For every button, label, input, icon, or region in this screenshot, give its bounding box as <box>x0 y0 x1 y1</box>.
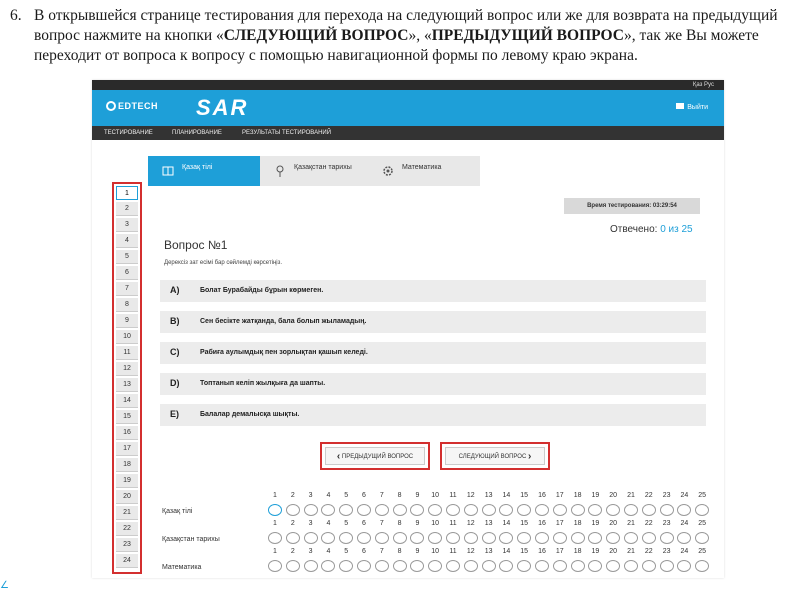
grid-number: 17 <box>555 520 564 527</box>
answer-status-circle[interactable] <box>357 504 371 516</box>
answer-status-circle[interactable] <box>321 504 335 516</box>
answer-status-circle[interactable] <box>375 532 389 544</box>
question-nav-item[interactable]: 8 <box>116 298 138 312</box>
answer-status-circle[interactable] <box>695 560 709 572</box>
answer-status-circle[interactable] <box>375 560 389 572</box>
question-nav-item[interactable]: 18 <box>116 458 138 472</box>
answer-status-circle[interactable] <box>606 532 620 544</box>
answer-status-circle[interactable] <box>464 560 478 572</box>
answer-status-circle[interactable] <box>677 504 691 516</box>
answer-option-d[interactable] <box>160 373 706 395</box>
answer-status-circle[interactable] <box>588 504 602 516</box>
option-letter: B) <box>170 316 180 326</box>
question-text: Дерексіз зат есімі бар сөйлемді көрсетіңіз. <box>164 260 283 266</box>
grid-number: 17 <box>555 548 564 555</box>
grid-number: 13 <box>484 492 493 499</box>
question-nav-item[interactable]: 7 <box>116 282 138 296</box>
grid-number: 9 <box>415 548 420 555</box>
answer-status-circle[interactable] <box>571 504 585 516</box>
answer-status-circle[interactable] <box>339 504 353 516</box>
option-text: Рабиға аулымдық пен зорлықтан қашып келеді. <box>200 349 368 356</box>
answer-status-circle[interactable] <box>624 504 638 516</box>
answer-status-circle[interactable] <box>499 532 513 544</box>
grid-number: 8 <box>397 492 402 499</box>
grid-number: 4 <box>326 548 331 555</box>
grid-number: 22 <box>644 520 653 527</box>
grid-number: 21 <box>627 548 635 555</box>
instruction-line-1: В открывшейся странице тестирования для перехода на следующий вопрос или же для возврата на предыдущий <box>34 7 778 24</box>
answer-status-circle[interactable] <box>464 532 478 544</box>
grid-number: 21 <box>627 492 635 499</box>
answer-option-c[interactable] <box>160 342 706 364</box>
answer-status-circle[interactable] <box>393 532 407 544</box>
grid-number: 17 <box>555 492 564 499</box>
answer-status-circle[interactable] <box>517 504 531 516</box>
prev-question-label: ПРЕДЫДУЩИЙ ВОПРОС <box>341 454 414 460</box>
answer-status-circle[interactable] <box>660 532 674 544</box>
grid-number: 18 <box>573 492 582 499</box>
grid-number: 14 <box>502 520 511 527</box>
question-nav-item[interactable]: 20 <box>116 490 138 504</box>
grid-number: 12 <box>466 492 475 499</box>
app-header <box>92 90 724 126</box>
question-nav-item[interactable]: 6 <box>116 266 138 280</box>
answer-status-circle[interactable] <box>660 560 674 572</box>
grid-number: 9 <box>415 492 420 499</box>
question-nav-item[interactable]: 21 <box>116 506 138 520</box>
tab-label: Математика <box>402 164 442 171</box>
answer-status-circle[interactable] <box>695 532 709 544</box>
answer-status-circle[interactable] <box>446 532 460 544</box>
subject-tabs <box>148 156 484 186</box>
answer-status-circle[interactable] <box>375 504 389 516</box>
answer-status-circle[interactable] <box>357 532 371 544</box>
answer-status-circle[interactable] <box>410 532 424 544</box>
question-nav-item[interactable]: 15 <box>116 410 138 424</box>
grid-number: 24 <box>680 520 689 527</box>
grid-number: 15 <box>520 492 529 499</box>
answer-status-circle[interactable] <box>428 560 442 572</box>
answer-status-circle[interactable] <box>268 560 282 572</box>
question-nav-item[interactable]: 22 <box>116 522 138 536</box>
next-question-button[interactable] <box>440 442 550 470</box>
grid-number: 1 <box>273 492 277 499</box>
question-nav-item[interactable]: 9 <box>116 314 138 328</box>
instruction-prev-ref: ПРЕДЫДУЩИЙ ВОПРОС <box>431 27 624 44</box>
logout-label: Выйти <box>687 104 708 111</box>
app-screenshot <box>92 80 724 578</box>
grid-number: 5 <box>344 520 349 527</box>
grid-number: 24 <box>680 548 689 555</box>
answer-status-circle[interactable] <box>535 560 549 572</box>
grid-number: 23 <box>662 548 671 555</box>
option-text: Болат Бурабайды бұрын көрмеген. <box>200 287 324 294</box>
answer-status-circle[interactable] <box>304 560 318 572</box>
answer-status-circle[interactable] <box>553 504 567 516</box>
answered-label: Отвечено: <box>610 224 658 235</box>
grid-number: 25 <box>698 492 707 499</box>
grid-number: 11 <box>449 492 457 499</box>
answer-status-circle[interactable] <box>482 504 496 516</box>
answered-count: 0 из 25 <box>660 224 693 235</box>
logout-button[interactable] <box>676 103 708 111</box>
chevron-left-icon: ‹ <box>336 451 341 462</box>
answer-status-circle[interactable] <box>393 560 407 572</box>
tab-kazakhstan-history[interactable] <box>260 156 368 186</box>
question-nav-item[interactable]: 13 <box>116 378 138 392</box>
answer-status-circle[interactable] <box>393 504 407 516</box>
next-question-inner <box>445 447 545 465</box>
grid-row-label: Қазақ тілі <box>162 508 193 515</box>
grid-number: 21 <box>627 520 635 527</box>
instruction-line-2-c: », « <box>408 27 432 44</box>
instruction-next-ref: СЛЕДУЮЩИЙ ВОПРОС <box>223 27 409 44</box>
grid-number: 12 <box>466 548 475 555</box>
grid-number: 2 <box>290 492 295 499</box>
edtech-logo-text: EDTECH <box>118 101 159 111</box>
question-nav-item[interactable]: 19 <box>116 474 138 488</box>
option-letter: D) <box>170 378 180 388</box>
grid-number: 8 <box>397 548 402 555</box>
grid-number: 5 <box>344 548 349 555</box>
grid-number: 11 <box>449 548 457 555</box>
answer-status-circle[interactable] <box>446 560 460 572</box>
answer-status-circle[interactable] <box>553 560 567 572</box>
grid-number: 18 <box>573 520 582 527</box>
option-letter: A) <box>170 285 180 295</box>
grid-number: 25 <box>698 520 707 527</box>
grid-number: 4 <box>326 492 331 499</box>
grid-row-label: Математика <box>162 564 202 571</box>
nav-planning[interactable]: ПЛАНИРОВАНИЕ <box>172 130 222 136</box>
answer-status-circle[interactable] <box>677 560 691 572</box>
grid-number: 20 <box>609 492 618 499</box>
grid-number: 16 <box>538 520 546 527</box>
grid-number: 2 <box>290 548 295 555</box>
answer-status-circle[interactable] <box>499 560 513 572</box>
grid-number: 3 <box>308 520 313 527</box>
language-switch[interactable]: Қаз Рус <box>692 82 714 88</box>
grid-number: 20 <box>609 548 618 555</box>
nav-testing[interactable]: ТЕСТИРОВАНИЕ <box>104 130 153 136</box>
grid-number: 13 <box>484 520 493 527</box>
book-icon <box>162 165 174 177</box>
answer-status-circle[interactable] <box>339 532 353 544</box>
option-text: Топтанып келіп жылқыға да шапты. <box>200 380 326 387</box>
grid-number: 3 <box>308 548 313 555</box>
answer-status-circle[interactable] <box>677 532 691 544</box>
tab-label: Қазақстан тарихы <box>294 164 352 171</box>
instruction-number: 6. <box>10 7 22 24</box>
grid-number: 3 <box>308 492 313 499</box>
grid-number: 6 <box>362 548 366 555</box>
grid-number: 15 <box>520 548 529 555</box>
grid-number: 12 <box>466 520 475 527</box>
grid-number: 24 <box>680 492 689 499</box>
answer-status-circle[interactable] <box>571 560 585 572</box>
grid-number: 20 <box>609 520 618 527</box>
answer-option-e[interactable] <box>160 404 706 426</box>
answer-status-circle[interactable] <box>482 560 496 572</box>
grid-number: 22 <box>644 548 653 555</box>
sar-logo: SAR <box>196 95 249 120</box>
answer-option-b[interactable] <box>160 311 706 333</box>
answer-status-circle[interactable] <box>410 560 424 572</box>
corner-mark: ∠ <box>0 580 9 591</box>
answer-status-circle[interactable] <box>321 560 335 572</box>
grid-number: 13 <box>484 548 493 555</box>
grid-number: 7 <box>379 492 384 499</box>
instruction-line-2 <box>34 26 794 46</box>
answer-status-circle[interactable] <box>624 560 638 572</box>
tab-mathematics[interactable] <box>368 156 480 186</box>
nav-results[interactable]: РЕЗУЛЬТАТЫ ТЕСТИРОВАНИЙ <box>242 130 332 136</box>
grid-number: 23 <box>662 520 671 527</box>
pin-icon <box>274 165 286 177</box>
grid-number: 10 <box>431 548 440 555</box>
grid-number: 19 <box>591 548 600 555</box>
grid-number: 19 <box>591 492 600 499</box>
grid-number: 23 <box>662 492 671 499</box>
grid-number: 18 <box>573 548 582 555</box>
question-nav-item[interactable]: 12 <box>116 362 138 376</box>
question-nav-item[interactable]: 3 <box>116 218 138 232</box>
grid-number: 19 <box>591 520 600 527</box>
answer-status-circle[interactable] <box>304 504 318 516</box>
answer-status-circle[interactable] <box>446 504 460 516</box>
prev-question-inner <box>325 447 425 465</box>
gear-icon <box>382 165 394 177</box>
answer-status-circle[interactable] <box>304 532 318 544</box>
option-letter: C) <box>170 347 180 357</box>
question-nav-item[interactable]: 4 <box>116 234 138 248</box>
question-nav-item[interactable]: 24 <box>116 554 138 568</box>
answer-status-circle[interactable] <box>517 532 531 544</box>
instruction-line-2-a: вопрос нажмите на кнопки « <box>34 27 224 44</box>
tab-label: Қазақ тілі <box>182 164 213 171</box>
instruction-line-2-e: », так же Вы можете <box>623 27 759 44</box>
question-nav-item[interactable]: 2 <box>116 202 138 216</box>
answer-status-circle[interactable] <box>286 504 300 516</box>
grid-number: 22 <box>644 492 653 499</box>
answer-status-circle[interactable] <box>357 560 371 572</box>
edtech-logo-icon <box>106 101 116 111</box>
next-question-label: СЛЕДУЮЩИЙ ВОПРОС <box>458 454 527 460</box>
answer-status-circle[interactable] <box>535 532 549 544</box>
answer-status-circle[interactable] <box>428 504 442 516</box>
main-nav <box>92 126 724 140</box>
answer-status-circle[interactable] <box>606 560 620 572</box>
grid-number: 6 <box>362 520 366 527</box>
language-bar <box>92 80 724 90</box>
question-title: Вопрос №1 <box>164 238 228 252</box>
answer-status-circle[interactable] <box>268 532 282 544</box>
answer-status-circle[interactable] <box>464 504 478 516</box>
answer-status-circle[interactable] <box>606 504 620 516</box>
question-nav-item[interactable]: 1 <box>116 186 138 200</box>
answer-status-circle[interactable] <box>553 532 567 544</box>
answer-status-circle[interactable] <box>286 532 300 544</box>
answer-status-circle[interactable] <box>482 532 496 544</box>
logout-icon <box>676 103 684 109</box>
answer-status-circle[interactable] <box>535 504 549 516</box>
question-nav-item[interactable]: 17 <box>116 442 138 456</box>
grid-number: 7 <box>379 520 384 527</box>
answer-status-circle[interactable] <box>571 532 585 544</box>
answer-status-circle[interactable] <box>410 504 424 516</box>
grid-number: 16 <box>538 548 546 555</box>
grid-number: 15 <box>520 520 529 527</box>
question-nav-item[interactable]: 11 <box>116 346 138 360</box>
answered-counter <box>610 224 693 235</box>
grid-number: 2 <box>290 520 295 527</box>
instruction-line-3: переходит от вопроса к вопросу с помощью навигационной формы по левому краю экрана. <box>34 47 638 64</box>
question-nav-item[interactable]: 10 <box>116 330 138 344</box>
grid-number: 14 <box>502 548 511 555</box>
answer-status-circle[interactable] <box>588 532 602 544</box>
answer-status-circle[interactable] <box>660 504 674 516</box>
chevron-right-icon: › <box>527 451 532 462</box>
prev-question-button[interactable] <box>320 442 430 470</box>
grid-number: 10 <box>431 520 440 527</box>
answer-option-a[interactable] <box>160 280 706 302</box>
answer-status-circle[interactable] <box>642 560 656 572</box>
grid-number: 25 <box>698 548 707 555</box>
answer-status-circle[interactable] <box>642 504 656 516</box>
grid-number: 1 <box>273 548 277 555</box>
option-text: Сен бесікте жатқанда, бала болып жыламадың. <box>200 318 367 325</box>
answer-status-circle[interactable] <box>695 504 709 516</box>
option-letter: E) <box>170 409 179 419</box>
question-nav-item[interactable]: 14 <box>116 394 138 408</box>
grid-row-label: Қазақстан тарихы <box>162 536 220 543</box>
grid-number: 5 <box>344 492 349 499</box>
answer-status-circle[interactable] <box>268 504 282 516</box>
tab-kazakh-language[interactable] <box>148 156 260 186</box>
option-text: Балалар демалысқа шықты. <box>200 411 300 418</box>
answer-status-circle[interactable] <box>286 560 300 572</box>
grid-number: 10 <box>431 492 440 499</box>
question-nav-item[interactable]: 16 <box>116 426 138 440</box>
edtech-logo <box>106 101 158 111</box>
answer-status-circle[interactable] <box>642 532 656 544</box>
question-navigation <box>112 182 142 574</box>
answer-grid <box>162 490 722 578</box>
answer-status-circle[interactable] <box>428 532 442 544</box>
answer-status-circle[interactable] <box>321 532 335 544</box>
answer-status-circle[interactable] <box>624 532 638 544</box>
grid-number: 11 <box>449 520 457 527</box>
grid-number: 4 <box>326 520 331 527</box>
grid-number: 6 <box>362 492 366 499</box>
instruction-body <box>34 6 794 66</box>
grid-number: 1 <box>273 520 277 527</box>
answer-status-circle[interactable] <box>588 560 602 572</box>
grid-number: 16 <box>538 492 546 499</box>
answer-status-circle[interactable] <box>517 560 531 572</box>
answer-status-circle[interactable] <box>339 560 353 572</box>
test-timer: Время тестирования: 03:29:54 <box>564 198 700 214</box>
grid-number: 7 <box>379 548 384 555</box>
question-nav-item[interactable]: 23 <box>116 538 138 552</box>
question-nav-item[interactable]: 5 <box>116 250 138 264</box>
grid-number: 8 <box>397 520 402 527</box>
answer-status-circle[interactable] <box>499 504 513 516</box>
grid-number: 9 <box>415 520 420 527</box>
grid-number: 14 <box>502 492 511 499</box>
